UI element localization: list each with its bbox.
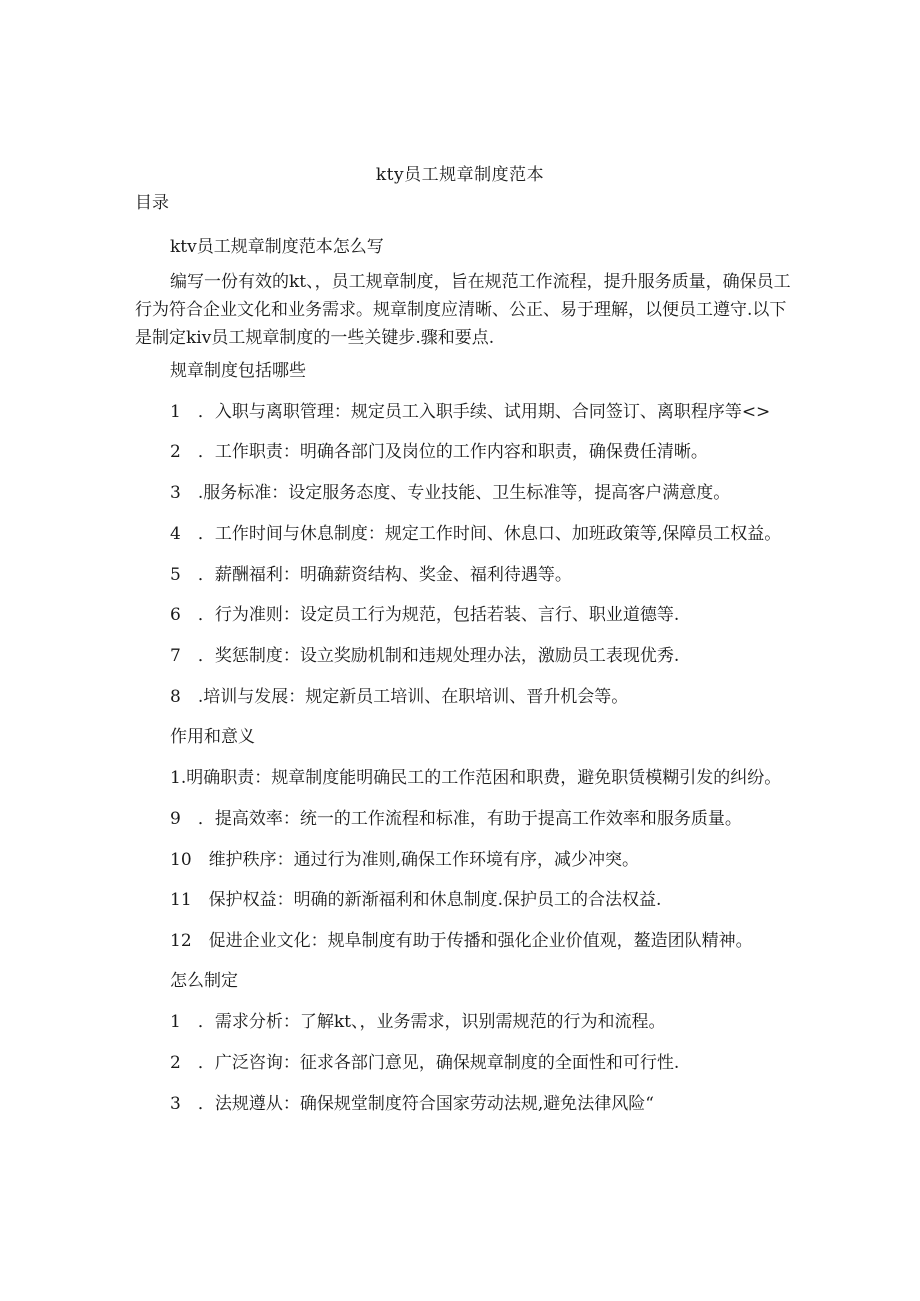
list-item: 10 维护秩序：通过行为准则,确保工作环境有序，减少冲突。 [170,850,640,870]
section2-heading: 作用和意义 [170,727,255,747]
list-item: 3 .服务标准：设定服务态度、专业技能、卫生标准等，提高客户满意度。 [170,483,731,503]
intro-paragraph: 编写一份有效的kt、，员工规章制度，旨在规范工作流程，提升服务质量，确保员工行为符合企业文化和业务需求。规章制度应清晰、公正、易于理解，以便员工遵守.以下是制定kiv员工规章制度的一些关键步.骤和要点. [135,272,791,348]
list-item: 8 .培训与发展：规定新员工培训、在职培训、晋升机会等。 [170,687,629,707]
list-item: 7 ．奖惩制度：设立奖励机制和违规处理办法，激励员工表现优秀. [170,646,680,666]
list-item: 12 促进企业文化：规阜制度有助于传播和强化企业价值观，鳌造团队精神。 [170,931,753,951]
list-item: 11 保护权益：明确的新渐福利和休息制度.保护员工的合法权益. [170,890,662,910]
list-item: 6 ．行为准则：设定员工行为规范，包括若装、言行、职业道德等. [170,605,680,625]
list-item: 1 ．需求分析：了解kt、，业务需求，识别需规范的行为和流程。 [170,1012,666,1032]
list-item: 4 ．工作时间与休息制度：规定工作时间、休息口、加班政策等,保障员工权益。 [170,524,782,544]
list-item: 1.明确职责：规章制度能明确民工的工作范困和职费，避免职赁模糊引发的纠纷。 [170,768,782,788]
section1-heading: 规章制度包括哪些 [170,361,306,381]
heading-howto: ktv员工规章制度范本怎么写 [170,237,384,257]
toc-label: 目录 [135,193,169,213]
section3-heading: 怎么制定 [170,971,238,991]
list-item: 2 ．广泛咨询：征求各部门意见，确保规章制度的全面性和可行性. [170,1053,680,1073]
list-item: 9 ．提高效率：统一的工作流程和标准，有助于提高工作效率和服务质量。 [170,809,742,829]
list-item: 3 ．法规遵从：确保规堂制度符合国家劳动法规,避免法律风险“ [170,1094,654,1114]
list-item: 1 ．入职与离职管理：规定员工入职手续、试用期、合同签订、离职程序等<> [170,402,771,422]
list-item: 2 ．工作职责：明确各部门及岗位的工作内容和职责，确保费任清晰。 [170,442,708,462]
list-item: 5 ．薪酬福利：明确薪资结构、奖金、福利待遇等。 [170,565,572,585]
document-title: kty员工规章制度范本 [375,165,545,185]
